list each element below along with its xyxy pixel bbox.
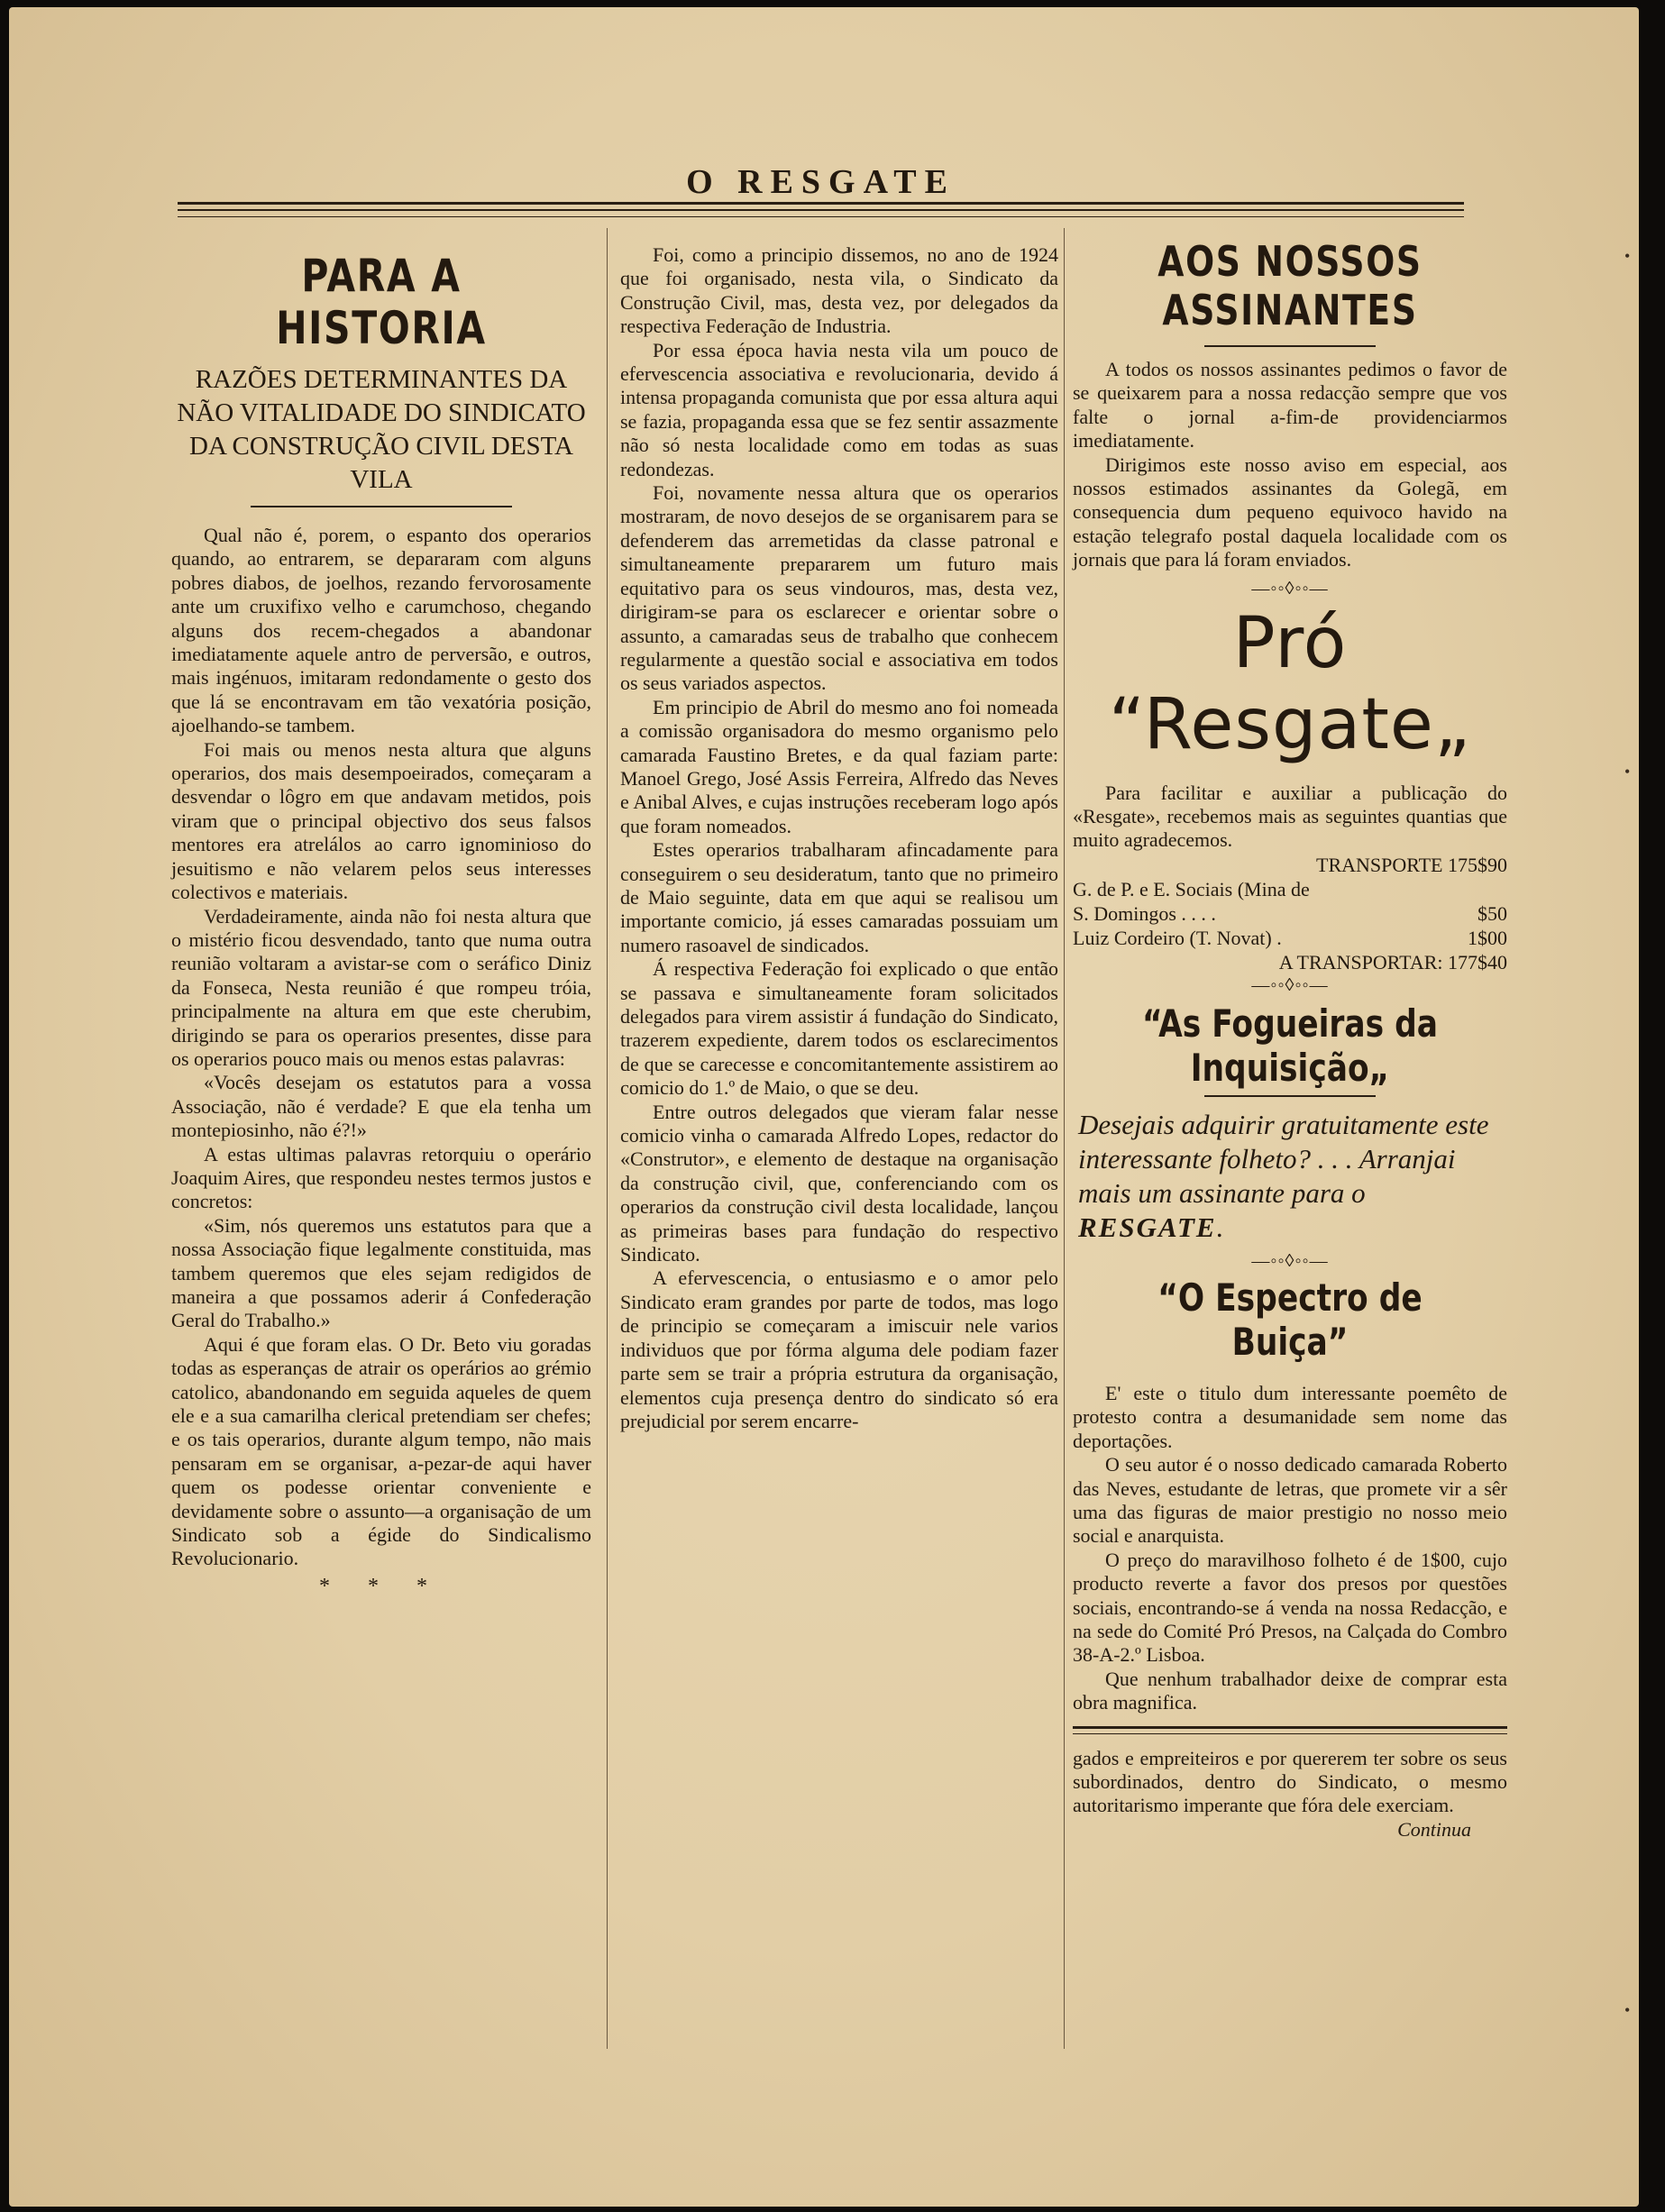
- paragraph: Para facilitar e auxiliar a publicação do «Resgate», recebemos mais as seguintes quantias que muito agradecemos.: [1073, 781, 1507, 852]
- paragraph: A estas ultimas palavras retorquiu o operário Joaquim Aires, que respondeu nestes termos justos e concretos:: [171, 1142, 591, 1213]
- notice-headline: AOS NOSSOS ASSINANTES: [1157, 237, 1423, 334]
- masthead-rule: [178, 216, 1464, 217]
- divider: [251, 506, 512, 507]
- double-rule: [1073, 1726, 1507, 1734]
- masthead-title: O RESGATE: [686, 163, 956, 201]
- paragraph: O preço do maravilhoso folheto é de 1$00, cujo producto reverte a favor dos presos por questões sociais, encontrando-se á venda na nossa Redacção, e na sede do Comité Pró Presos, na Calçada do Combro 38-A-2.º Lisboa.: [1073, 1548, 1507, 1667]
- margin-mark: •: [1624, 2001, 1631, 2019]
- paragraph: Aqui é que foram elas. O Dr. Beto viu goradas todas as esperanças de atrair os operários ao grémio catolico, abandonando em seguida aqueles de quem ele e a sua camarilha clerical pretendiam ser chefes; e os tais operarios, durante algum tempo, não mais pensaram em se organisar, a-pezar-de aqui haver quem os podesse orientar conveniente e devidamente sobre o assunto—a organisação de um Sindicato sob a égide do Sindicalismo Revolucionario.: [171, 1332, 591, 1570]
- paragraph: O seu autor é o nosso dedicado camarada Roberto das Neves, estudante de letras, que promete vir a sêr uma das figuras de maior prestigio no nosso meio social e anarquista.: [1073, 1453, 1507, 1548]
- column-middle: [620, 243, 1058, 1433]
- ledger-transporte: TRANSPORTE 175$90: [1316, 853, 1507, 876]
- paragraph: Qual não é, porem, o espanto dos operarios quando, ao entrarem, se depararam com alguns pobres diabos, de joelhos, rezando fervorosamente ante um cruxifixo velho e carumchoso, chegando alguns dos recem-chegados a abandonar imediatamente aquele antro de perversão, e outros, mais ingénuos, imitaram redondamente o gesto dos que lá se encontravam em tão vexatória posição, ajoelhando-se tambem.: [171, 524, 591, 737]
- pro-resgate-title: Pró “Resgate„: [1108, 602, 1472, 765]
- paragraph: Foi mais ou menos nesta altura que alguns operarios, dos mais desempoeirados, começaram a desvendar o lôgro em que andavam metidos, pois viram que o principal objectivo dos seus falsos mentores era atrelálos ao carro ignominioso do jesuitismo e não velarem pelos seus interesses colectivos e materiais.: [171, 737, 591, 904]
- promo-body: Desejais adquirir gratuitamente este interessante folheto? . . . Arranjai mais um assinante para o: [1078, 1108, 1489, 1209]
- paragraph: «Vocês desejam os estatutos para a vossa Associação, não é verdade? E que ela tenha um montepiosinho, não é?!»: [171, 1071, 591, 1142]
- paragraph: A efervescencia, o entusiasmo e o amor pelo Sindicato eram grandes por parte de todos, mas logo de principio se começaram a imiscuir nele varios individuos que por fórma alguma dele podiam fazer parte sem se trair a própria estrutura da organisação, elementos cuja presença dentro do sindicato só era prejudicial por serem encarre-: [620, 1266, 1058, 1432]
- margin-mark: •: [1624, 763, 1631, 781]
- paragraph: E' este o titulo dum interessante poemêto de protesto contra a desumanidade sem nome das deportações.: [1073, 1381, 1507, 1452]
- ledger-row: [1073, 926, 1507, 950]
- masthead: [178, 162, 1464, 225]
- paragraph: Á respectiva Federação foi explicado o que então se passava e simultaneamente foram solicitados delegados para virem assistir á fundação do Sindicato, trazerem expediente, darem todos os esclarecimentos de que se carecesse e concomitantemente assistirem ao comicio do 1.º de Maio, o que se deu.: [620, 957, 1058, 1100]
- ledger-label: Luiz Cordeiro (T. Novat) .: [1073, 926, 1282, 949]
- column-right: [1073, 237, 1507, 1842]
- divider: [1204, 1095, 1376, 1097]
- article-subheadline: RAZÕES DETERMINANTES DA NÃO VITALIDADE DO SINDICATO DA CONSTRUÇÃO CIVIL DESTA VILA: [177, 365, 586, 494]
- divider: [1204, 345, 1376, 347]
- newspaper-page: [9, 7, 1639, 2207]
- paragraph: Foi, novamente nessa altura que os operarios mostraram, de novo desejos de se organisarem para se defenderem das arremetidas da classe patronal e simultaneamente prepararem um futuro mais equitativo para os seus vindouros, mas, desta vez, dirigiram-se para os esclarecer e orientar sobre o assunto, a camaradas seus de trabalho que conhecem regularmente a questão social e associativa em todos os seus variados aspectos.: [620, 481, 1058, 695]
- promo-brand: RESGATE: [1078, 1211, 1217, 1243]
- promo-text: Desejais adquirir gratuitamente este interessante folheto? . . . Arranjai mais um assinante para o RESGATE.: [1078, 1108, 1489, 1243]
- ornament-divider: —◦◦◊◦◦—: [1251, 578, 1329, 599]
- article-headline: PARA A HISTORIA: [276, 250, 487, 354]
- column-left: [171, 237, 591, 1599]
- paragraph: Dirigimos este nosso aviso em especial, aos nossos estimados assinantes da Golegã, em consequencia dum pequeno equivoco havido na estação telegrafo postal daquela localidade com os jornais que para lá foram enviados.: [1073, 452, 1507, 571]
- ledger-line: G. de P. e E. Sociais (Mina de: [1073, 877, 1310, 900]
- ornament-divider: —◦◦◊◦◦—: [1251, 1250, 1329, 1271]
- ledger-label: S. Domingos . . . .: [1073, 901, 1216, 925]
- donations-ledger: [1073, 853, 1507, 974]
- paragraph: A todos os nossos assinantes pedimos o favor de se queixarem para a nossa redacção sempre que vos falte o jornal a-fim-de providenciarmos imediatamente.: [1073, 358, 1507, 452]
- column-divider: [1064, 228, 1065, 2049]
- continua-line: [1073, 1818, 1507, 1842]
- ledger-amount: $50: [1477, 901, 1507, 925]
- paragraph: Entre outros delegados que vieram falar nesse comicio vinha o camarada Alfredo Lopes, redactor do «Construtor», e elemento de destaque na organisação da construção civil, que, conferenciando com os operarios da construção civil desta localidade, lançou as primeiras bases para fundação do respectivo Sindicato.: [620, 1100, 1058, 1266]
- paragraph: Por essa época havia nesta vila um pouco de efervescencia associativa e revolucionaria, devido á intensa propaganda comunista que por essa altura aqui se fazia, propaganda essa que se fez sentir assazmente não só nesta localidade como em todas as suas redondezas.: [620, 338, 1058, 480]
- masthead-rule: [178, 202, 1464, 205]
- ledger-row: [1073, 901, 1507, 926]
- paragraph: «Sim, nós queremos uns estatutos para que a nossa Associação fique legalmente constituida, mas tambem queremos que eles sejam redigidos de maneira a que possamos aderir á Confederação Geral do Trabalho.»: [171, 1213, 591, 1332]
- ledger-a-transportar: A TRANSPORTAR: 177$40: [1278, 950, 1507, 973]
- column-divider: [607, 228, 608, 2049]
- paragraph: Que nenhum trabalhador deixe de comprar esta obra magnifica.: [1073, 1667, 1507, 1714]
- continuation-paragraph: gados e empreiteiros e por quererem ter sobre os seus subordinados, dentro do Sindicato, o mesmo autoritarismo imperante que fóra dele exerciam.: [1073, 1746, 1507, 1817]
- continua-label: Continua: [1397, 1817, 1471, 1841]
- ornament-divider: —◦◦◊◦◦—: [1251, 974, 1329, 995]
- section-break: * * *: [319, 1574, 444, 1598]
- fogueiras-title: “As Fogueiras da Inquisição„: [1141, 1001, 1439, 1090]
- paragraph: Em principio de Abril do mesmo ano foi nomeada a comissão organisadora do mesmo organismo pelo camarada Faustino Bretes, e da qual faziam parte: Manoel Grego, José Assis Ferreira, Alfredo das Neves e Anibal Alves, e cujas instruções receberam logo após que foram nomeados.: [620, 695, 1058, 837]
- ledger-amount: 1$00: [1468, 926, 1507, 949]
- paragraph: Estes operarios trabalharam afincadamente para conseguirem o seu desideratum, tanto que no primeiro de Maio seguinte, data em que aqui se realisou um importante comicio, já esses camaradas possuiam um numero rasoavel de sindicados.: [620, 838, 1058, 956]
- masthead-rule: [178, 209, 1464, 211]
- paragraph: Verdadeiramente, ainda não foi nesta altura que o mistério ficou desvendado, tanto que numa outra reunião voltaram a avistar-se com o seráfico Diniz da Fonseca, Nesta reunião é que rompeu tróia, principalmente na altura em que este cherubim, dirigindo se para os operarios presentes, disse para os operarios pouco mais ou menos estas palavras:: [171, 904, 591, 1070]
- margin-mark: •: [1624, 247, 1631, 265]
- espectro-title: “O Espectro de Buiça”: [1157, 1275, 1423, 1364]
- paragraph: Foi, como a principio dissemos, no ano de 1924 que foi organisado, nesta vila, o Sindicato da Construção Civil, mas, desta vez, por delegados da respectiva Federação de Industria.: [620, 243, 1058, 338]
